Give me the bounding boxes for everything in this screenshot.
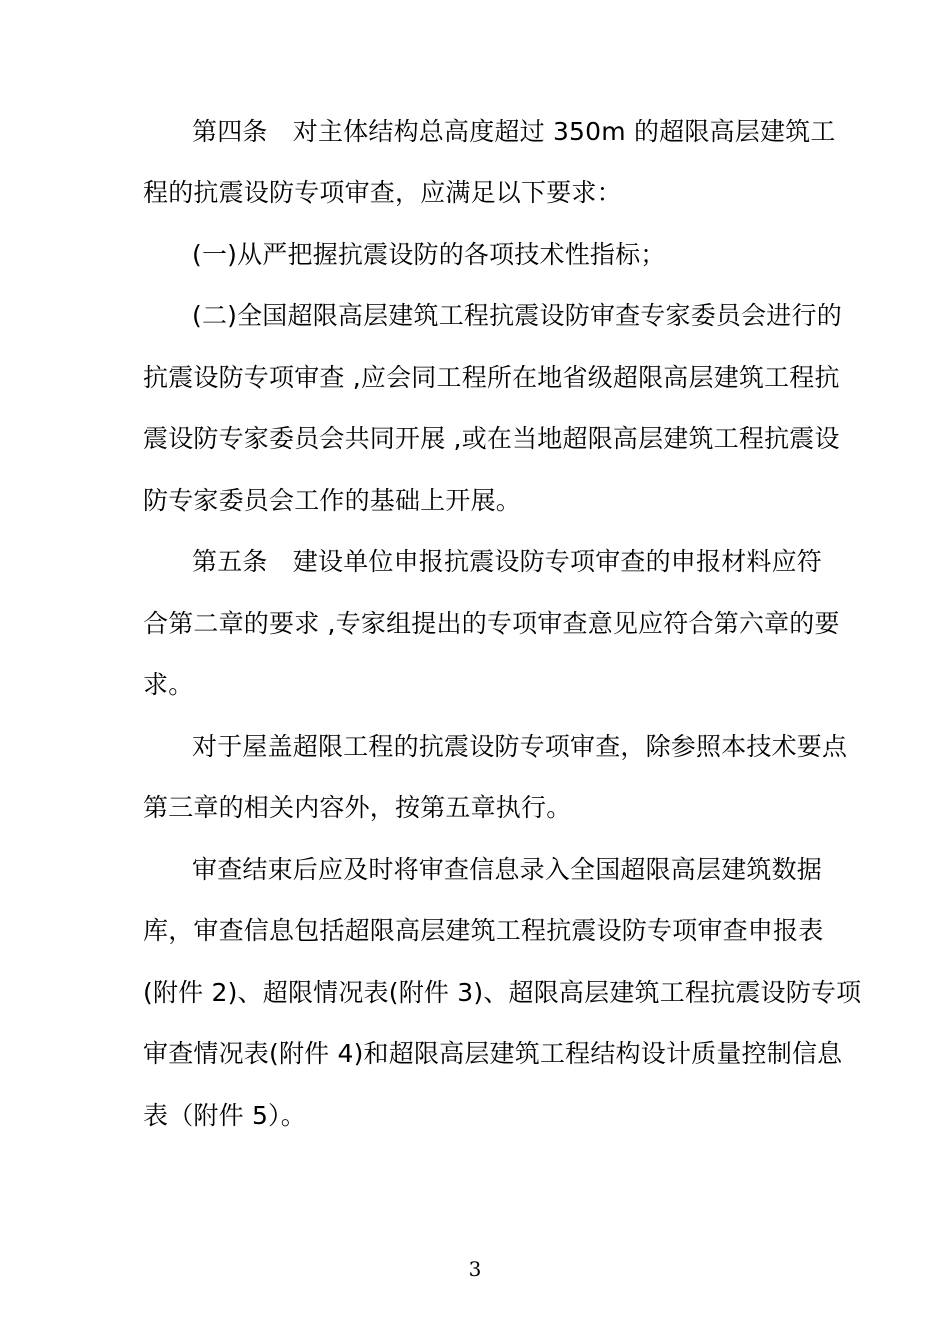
article-4-line-2: 程的抗震设防专项审查，应满足以下要求： bbox=[143, 178, 622, 207]
article-5-line-3: 求。 bbox=[143, 670, 194, 699]
roof-paragraph-line-2: 第三章的相关内容外，按第五章执行。 bbox=[143, 793, 572, 822]
article-4-line-1: 第四条 对主体结构总高度超过 350m 的超限高层建筑工 bbox=[192, 117, 836, 146]
item-1-line: (一)从严把握抗震设防的各项技术性指标； bbox=[192, 240, 666, 269]
database-paragraph-line-2: 库，审查信息包括超限高层建筑工程抗震设防专项审查申报表 bbox=[143, 916, 824, 945]
page-number: 3 bbox=[468, 1257, 482, 1281]
database-paragraph-line-1: 审查结束后应及时将审查信息录入全国超限高层建筑数据 bbox=[192, 855, 823, 884]
item-2-line-4: 防专家委员会工作的基础上开展。 bbox=[143, 486, 522, 515]
item-2-line-2: 抗震设防专项审查 ,应会同工程所在地省级超限高层建筑工程抗 bbox=[143, 363, 840, 392]
database-paragraph-line-5: 表（附件 5）。 bbox=[143, 1101, 306, 1130]
roof-paragraph-line-1: 对于屋盖超限工程的抗震设防专项审查，除参照本技术要点 bbox=[192, 732, 848, 761]
database-paragraph-line-3: (附件 2)、超限情况表(附件 3)、超限高层建筑工程抗震设防专项 bbox=[143, 978, 862, 1007]
item-2-line-3: 震设防专家委员会共同开展 ,或在当地超限高层建筑工程抗震设 bbox=[143, 424, 840, 453]
database-paragraph-line-4: 审查情况表(附件 4)和超限高层建筑工程结构设计质量控制信息 bbox=[143, 1039, 843, 1068]
article-5-line-1: 第五条 建设单位申报抗震设防专项审查的申报材料应符 bbox=[192, 547, 823, 576]
article-5-line-2: 合第二章的要求 ,专家组提出的专项审查意见应符合第六章的要 bbox=[143, 609, 840, 638]
item-2-line-1: (二)全国超限高层建筑工程抗震设防审查专家委员会进行的 bbox=[192, 301, 842, 330]
